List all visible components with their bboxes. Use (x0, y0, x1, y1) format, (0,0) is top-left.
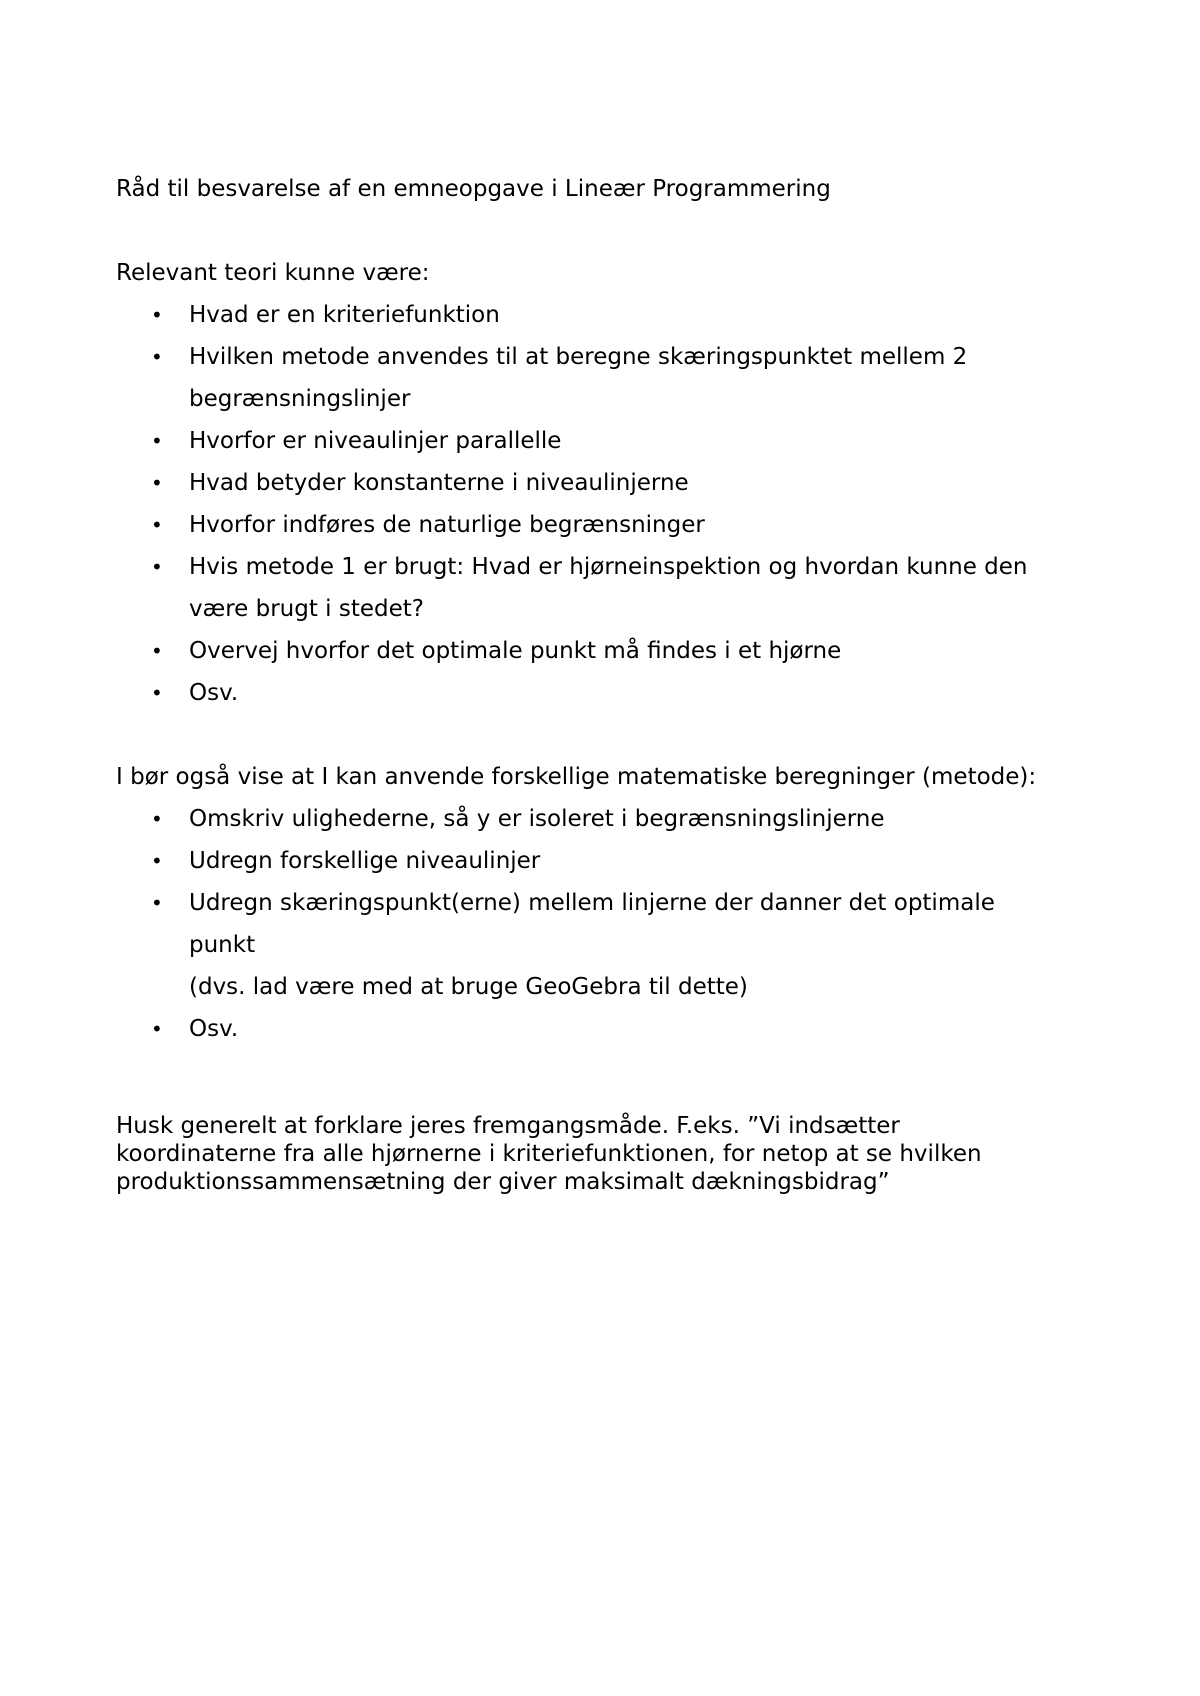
section2-intro: I bør også vise at I kan anvende forskellige matematiske beregninger (metode): (116, 764, 1037, 790)
list-item-text: Udregn skæringspunkt(erne) mellem linjerne der danner det optimale (189, 890, 995, 916)
document-title: Råd til besvarelse af en emneopgave i Lineær Programmering (116, 176, 831, 202)
bullet-icon: • (151, 303, 163, 327)
bullet-icon: • (151, 471, 163, 495)
list-item-text: Udregn forskellige niveaulinjer (189, 848, 541, 874)
section2-bullet-list (116, 798, 1116, 1050)
section1-intro: Relevant teori kunne være: (116, 260, 430, 286)
list-item-text: Osv. (189, 680, 239, 706)
list-item (116, 630, 1116, 672)
list-item (116, 798, 1116, 840)
list-item-text: være brugt i stedet? (189, 596, 424, 622)
bullet-icon: • (151, 681, 163, 705)
list-item-text: Hvad betyder konstanterne i niveaulinjerne (189, 470, 689, 496)
list-item (116, 882, 1116, 1008)
bullet-icon: • (151, 639, 163, 663)
list-item-text: Hvorfor indføres de naturlige begrænsninger (189, 512, 705, 538)
list-item (116, 294, 1116, 336)
list-item-text: Hvis metode 1 er brugt: Hvad er hjørneinspektion og hvordan kunne den (189, 554, 1028, 580)
list-item-text: Omskriv ulighederne, så y er isoleret i begrænsningslinjerne (189, 806, 885, 832)
bullet-icon: • (151, 849, 163, 873)
list-item-text: (dvs. lad være med at bruge GeoGebra til dette) (189, 974, 748, 1000)
list-item (116, 840, 1116, 882)
list-item (116, 672, 1116, 714)
bullet-icon: • (151, 555, 163, 579)
spacer (116, 210, 1116, 252)
list-item (116, 546, 1116, 630)
bullet-icon: • (151, 891, 163, 915)
bullet-icon: • (151, 429, 163, 453)
list-item (116, 420, 1116, 462)
list-item (116, 336, 1116, 420)
bullet-icon: • (151, 1017, 163, 1041)
bullet-icon: • (151, 807, 163, 831)
list-item-text: Hvad er en kriteriefunktion (189, 302, 500, 328)
list-item (116, 504, 1116, 546)
list-item-text: begrænsningslinjer (189, 386, 411, 412)
bullet-icon: • (151, 513, 163, 537)
closing-line: produktionssammensætning der giver maksimalt dækningsbidrag” (116, 1169, 890, 1195)
list-item (116, 462, 1116, 504)
list-item-text: punkt (189, 932, 256, 958)
spacer (116, 1050, 1116, 1112)
section1-bullet-list (116, 294, 1116, 714)
closing-paragraph (116, 1112, 1116, 1196)
document-page (116, 168, 1116, 1196)
closing-line: Husk generelt at forklare jeres fremgangsmåde. F.eks. ”Vi indsætter (116, 1113, 900, 1139)
list-item-text: Hvilken metode anvendes til at beregne skæringspunktet mellem 2 (189, 344, 968, 370)
list-item (116, 1008, 1116, 1050)
spacer (116, 714, 1116, 756)
list-item-text: Hvorfor er niveaulinjer parallelle (189, 428, 562, 454)
bullet-icon: • (151, 345, 163, 369)
list-item-text: Osv. (189, 1016, 239, 1042)
closing-line: koordinaterne fra alle hjørnerne i kriteriefunktionen, for netop at se hvilken (116, 1141, 982, 1167)
list-item-text: Overvej hvorfor det optimale punkt må findes i et hjørne (189, 638, 842, 664)
